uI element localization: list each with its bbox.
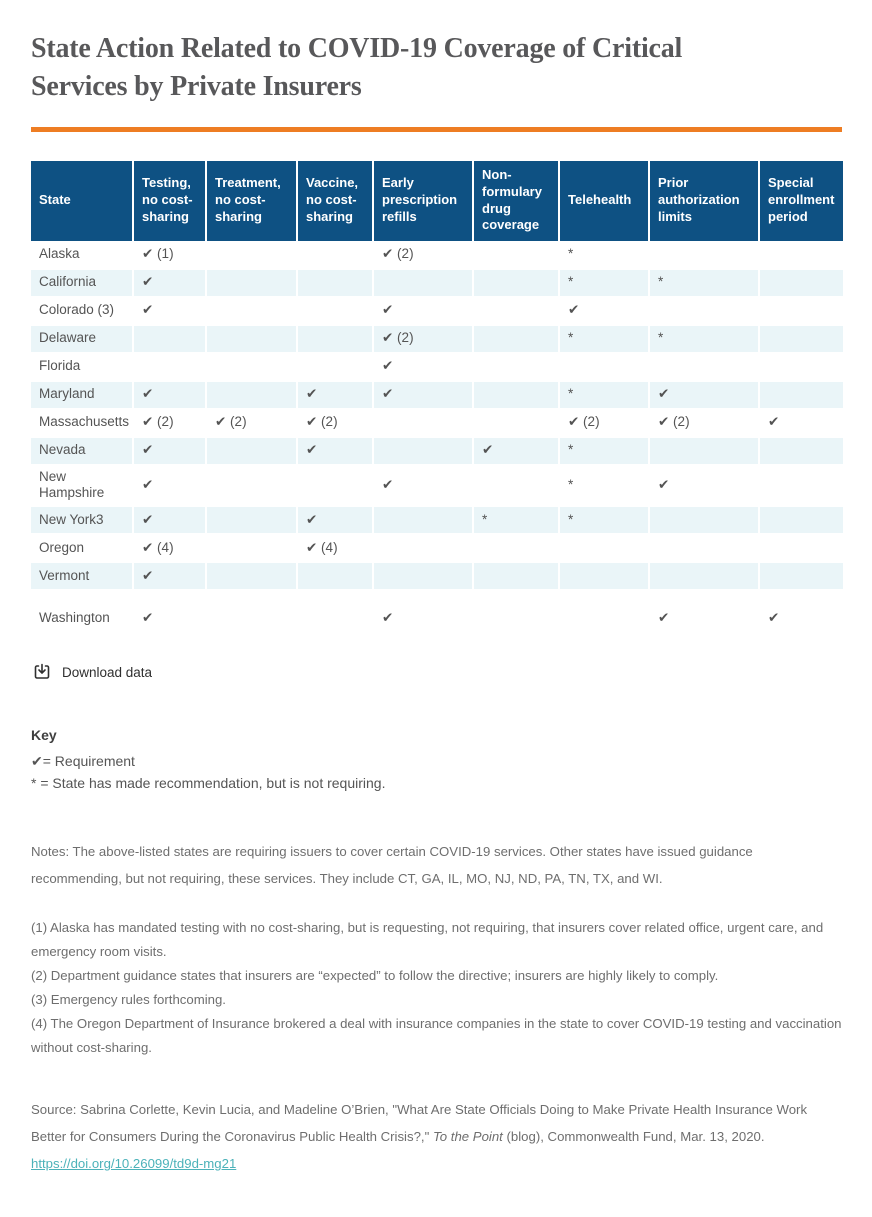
value-cell: ✔ (2): [649, 409, 759, 437]
value-cell: *: [559, 465, 649, 507]
value-cell: [373, 269, 473, 297]
state-cell: Nevada: [31, 437, 133, 465]
source-doi-link[interactable]: https://doi.org/10.26099/td9d-mg21: [31, 1156, 237, 1172]
value-cell: *: [559, 269, 649, 297]
key-section: [31, 727, 842, 794]
column-header-0: State: [31, 161, 133, 241]
value-cell: [559, 353, 649, 381]
key-requirement-line: ✔= Requirement: [31, 753, 135, 770]
table-row: [31, 381, 843, 409]
value-cell: ✔: [649, 465, 759, 507]
table-row: [31, 590, 843, 646]
download-data-label: Download data: [62, 664, 153, 680]
value-cell: [473, 381, 559, 409]
state-cell: Oregon: [31, 534, 133, 562]
source-text-prefix: Source: Sabrina Corlette, Kevin Lucia, and Madeline O’Brien, "What Are State Officials Doing to Make Private Health Insurance Work Better for Consumers During the Coronavirus Public Health Crisis?,": [31, 1102, 808, 1145]
key-recommendation-line: * = State has made recommendation, but is not requiring.: [31, 775, 386, 792]
value-cell: [473, 465, 559, 507]
table-row: [31, 325, 843, 353]
value-cell: [759, 437, 843, 465]
value-cell: ✔ (2): [206, 409, 297, 437]
value-cell: [297, 269, 373, 297]
state-cell: New York3: [31, 506, 133, 534]
value-cell: [649, 562, 759, 590]
column-header-5: Non-formulary drug coverage: [473, 161, 559, 241]
footnotes: [31, 916, 842, 1060]
state-cell: Delaware: [31, 325, 133, 353]
value-cell: [473, 297, 559, 325]
value-cell: [133, 353, 206, 381]
table-row: [31, 409, 843, 437]
value-cell: ✔ (1): [133, 241, 206, 269]
value-cell: [649, 437, 759, 465]
value-cell: [759, 562, 843, 590]
value-cell: ✔ (2): [297, 409, 373, 437]
table-row: [31, 437, 843, 465]
notes-paragraph: Notes: The above-listed states are requiring issuers to cover certain COVID-19 services. Other states have issued guidance recommending, but not requiring, these services. They include CT, GA, IL, MO, NJ, ND, PA, TN, TX, and WI.: [31, 844, 753, 887]
value-cell: ✔: [133, 465, 206, 507]
value-cell: ✔: [649, 590, 759, 646]
column-header-7: Prior authorization limits: [649, 161, 759, 241]
value-cell: [206, 506, 297, 534]
column-header-6: Telehealth: [559, 161, 649, 241]
state-cell: Washington: [31, 590, 133, 646]
value-cell: [206, 297, 297, 325]
state-cell: Alaska: [31, 241, 133, 269]
value-cell: ✔: [133, 590, 206, 646]
state-cell: Florida: [31, 353, 133, 381]
value-cell: ✔: [297, 381, 373, 409]
value-cell: [473, 325, 559, 353]
value-cell: [373, 534, 473, 562]
value-cell: [649, 241, 759, 269]
value-cell: *: [473, 506, 559, 534]
key-heading: Key: [31, 727, 57, 744]
value-cell: [373, 409, 473, 437]
value-cell: ✔ (4): [133, 534, 206, 562]
state-cell: New Hampshire: [31, 465, 133, 507]
value-cell: [759, 297, 843, 325]
table-row: [31, 241, 843, 269]
download-icon: [33, 663, 51, 681]
value-cell: [206, 534, 297, 562]
value-cell: ✔: [297, 437, 373, 465]
value-cell: ✔: [133, 381, 206, 409]
value-cell: *: [559, 325, 649, 353]
state-cell: Maryland: [31, 381, 133, 409]
value-cell: ✔: [373, 381, 473, 409]
column-header-8: Special enrollment period: [759, 161, 843, 241]
value-cell: ✔: [373, 590, 473, 646]
value-cell: ✔: [473, 437, 559, 465]
column-header-3: Vaccine, no cost-sharing: [297, 161, 373, 241]
value-cell: [759, 506, 843, 534]
table-row: [31, 562, 843, 590]
value-cell: [297, 590, 373, 646]
value-cell: ✔: [297, 506, 373, 534]
value-cell: ✔: [133, 562, 206, 590]
value-cell: [297, 325, 373, 353]
value-cell: ✔ (2): [373, 241, 473, 269]
value-cell: [559, 562, 649, 590]
value-cell: [759, 534, 843, 562]
value-cell: [206, 325, 297, 353]
value-cell: [473, 562, 559, 590]
value-cell: ✔ (4): [297, 534, 373, 562]
value-cell: *: [649, 325, 759, 353]
state-cell: Colorado (3): [31, 297, 133, 325]
footnote-4: (4) The Oregon Department of Insurance brokered a deal with insurance companies in the state to cover COVID-19 testing and vaccination without cost-sharing.: [31, 1016, 842, 1056]
value-cell: [373, 437, 473, 465]
value-cell: [649, 353, 759, 381]
value-cell: [473, 353, 559, 381]
value-cell: [206, 381, 297, 409]
table-row: [31, 534, 843, 562]
table-row: [31, 506, 843, 534]
table-row: [31, 269, 843, 297]
value-cell: ✔: [133, 437, 206, 465]
value-cell: ✔ (2): [133, 409, 206, 437]
value-cell: [759, 325, 843, 353]
value-cell: [297, 241, 373, 269]
table-row: [31, 465, 843, 507]
value-cell: ✔: [373, 353, 473, 381]
value-cell: [297, 465, 373, 507]
value-cell: [473, 590, 559, 646]
value-cell: [297, 562, 373, 590]
value-cell: [649, 534, 759, 562]
value-cell: ✔: [133, 269, 206, 297]
source-text-suffix: (blog), Commonwealth Fund, Mar. 13, 2020.: [502, 1129, 765, 1145]
value-cell: ✔: [649, 381, 759, 409]
value-cell: [473, 409, 559, 437]
value-cell: [373, 506, 473, 534]
footnote-1: (1) Alaska has mandated testing with no cost-sharing, but is requesting, not requiring, that insurers cover related office, urgent care, and emergency room visits.: [31, 920, 824, 960]
source-line: [31, 1096, 842, 1177]
value-cell: [649, 506, 759, 534]
value-cell: ✔: [559, 297, 649, 325]
value-cell: ✔: [373, 465, 473, 507]
table-header-row: [31, 161, 843, 241]
value-cell: ✔: [759, 590, 843, 646]
value-cell: ✔ (2): [559, 409, 649, 437]
value-cell: [133, 325, 206, 353]
value-cell: [759, 241, 843, 269]
value-cell: [206, 269, 297, 297]
value-cell: ✔ (2): [373, 325, 473, 353]
value-cell: [759, 353, 843, 381]
value-cell: [473, 534, 559, 562]
value-cell: [206, 353, 297, 381]
value-cell: [559, 590, 649, 646]
source-blog-name: To the Point: [432, 1129, 503, 1145]
value-cell: [649, 297, 759, 325]
value-cell: [206, 590, 297, 646]
notes-section: [31, 838, 842, 1060]
page-title: State Action Related to COVID-19 Coverage of Critical Services by Private Insurers: [31, 33, 683, 102]
table-row: [31, 353, 843, 381]
value-cell: [206, 437, 297, 465]
value-cell: [206, 465, 297, 507]
value-cell: [759, 465, 843, 507]
state-cell: California: [31, 269, 133, 297]
footnote-3: (3) Emergency rules forthcoming.: [31, 992, 226, 1008]
value-cell: [297, 353, 373, 381]
state-cell: Vermont: [31, 562, 133, 590]
state-cell: Massachusetts: [31, 409, 133, 437]
value-cell: *: [559, 381, 649, 409]
value-cell: ✔: [133, 297, 206, 325]
column-header-2: Treatment, no cost-sharing: [206, 161, 297, 241]
value-cell: [206, 241, 297, 269]
value-cell: [559, 534, 649, 562]
value-cell: [297, 297, 373, 325]
value-cell: [373, 562, 473, 590]
value-cell: [473, 269, 559, 297]
value-cell: [206, 562, 297, 590]
table-row: [31, 297, 843, 325]
footnote-2: (2) Department guidance states that insurers are “expected” to follow the directive; insurers are highly likely to comply.: [31, 968, 719, 984]
value-cell: ✔: [133, 506, 206, 534]
column-header-4: Early prescription refills: [373, 161, 473, 241]
value-cell: [759, 381, 843, 409]
column-header-1: Testing, no cost-sharing: [133, 161, 206, 241]
value-cell: *: [559, 241, 649, 269]
value-cell: *: [559, 506, 649, 534]
value-cell: ✔: [373, 297, 473, 325]
value-cell: ✔: [759, 409, 843, 437]
value-cell: [759, 269, 843, 297]
download-data-button[interactable]: [33, 663, 152, 681]
value-cell: *: [649, 269, 759, 297]
value-cell: [473, 241, 559, 269]
value-cell: *: [559, 437, 649, 465]
accent-rule: [31, 127, 842, 132]
state-action-table: [31, 161, 843, 648]
